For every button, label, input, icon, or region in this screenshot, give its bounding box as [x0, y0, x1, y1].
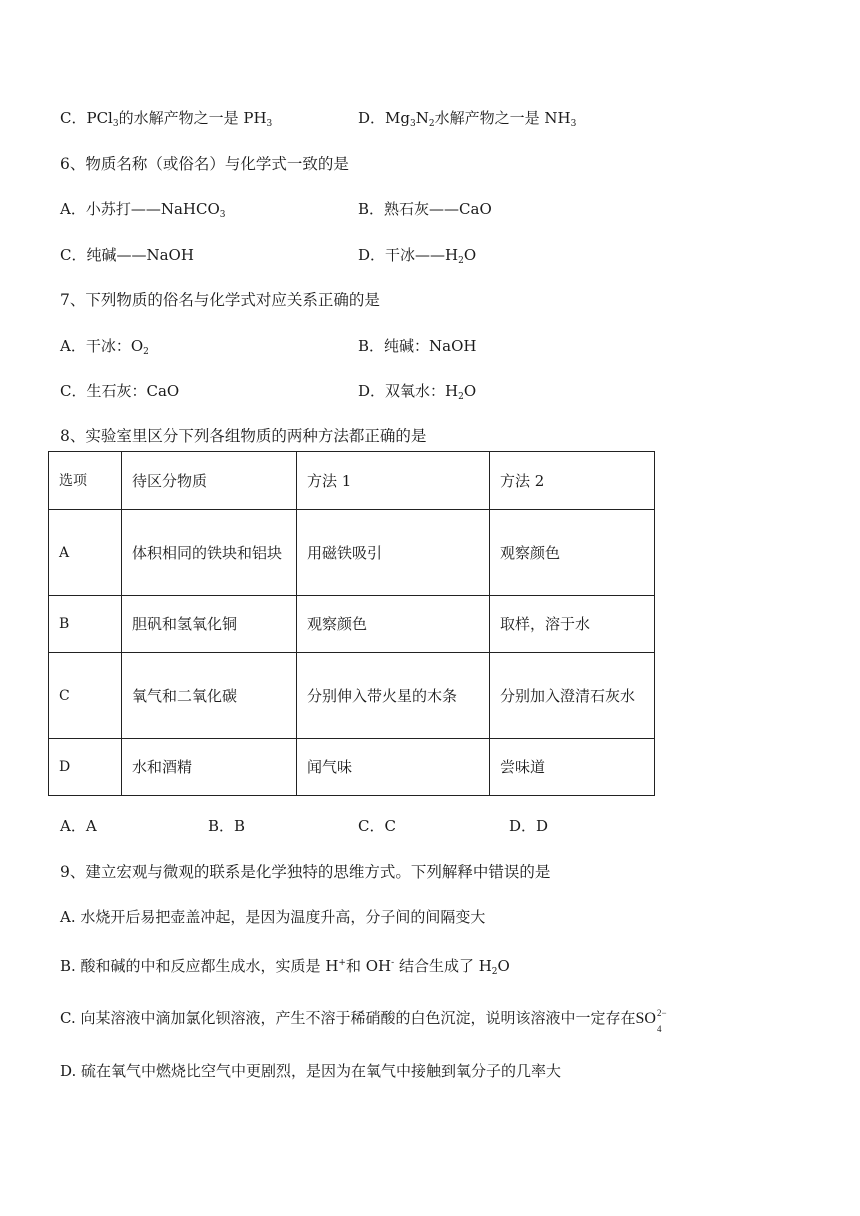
q5-option-d: [358, 108, 576, 134]
q6-stem: 6、物质名称（或俗名）与化学式一致的是: [60, 155, 349, 173]
table-header-cell: 方法 2: [490, 452, 655, 510]
option-text: A．干冰：O: [60, 337, 144, 355]
formula-text: N: [415, 109, 429, 127]
table-header-cell: 待区分物质: [122, 452, 297, 510]
option-text: O: [497, 957, 510, 975]
table-cell: B: [49, 596, 122, 653]
subscript: 2: [458, 256, 464, 266]
q7-option-d: [358, 381, 476, 407]
table-header-cell: 选项: [49, 452, 122, 510]
table-cell: 取样，溶于水: [490, 596, 655, 653]
q8-option-row: [60, 816, 548, 836]
option-text: B. 酸和碱的中和反应都生成水，实质是 H: [60, 957, 339, 975]
q9-option-d: D. 硫在氧气中燃烧比空气中更剧烈，是因为在氧气中接触到氧分子的几率大: [60, 1062, 562, 1080]
subscript: 2: [491, 967, 498, 977]
table-cell: 胆矾和氢氧化铜: [122, 596, 297, 653]
option-text: D．干冰——H: [358, 246, 459, 264]
table-cell: D: [49, 739, 122, 796]
q8-comparison-table: [48, 451, 655, 796]
option-text: 水解产物之一是 NH: [434, 109, 571, 127]
table-cell: 闻气味: [297, 739, 490, 796]
table-cell: A: [49, 510, 122, 596]
q9-option-b: [60, 953, 510, 982]
ion-symbol: SO: [635, 1010, 656, 1027]
subscript: 3: [266, 119, 273, 129]
subscript: 2: [143, 347, 149, 357]
option-text: O: [463, 382, 477, 400]
table-cell: C: [49, 653, 122, 739]
q6-option-d: [358, 245, 476, 271]
table-cell: 分别加入澄清石灰水: [490, 653, 655, 739]
option-text: C. 向某溶液中滴加氯化钡溶液，产生不溶于稀硝酸的白色沉淀，说明该溶液中一定存在: [60, 1009, 636, 1027]
table-row: [49, 510, 655, 596]
table-cell: 体积相同的铁块和铝块: [122, 510, 297, 596]
q6-option-b: B．熟石灰——CaO: [358, 200, 492, 218]
q7-option-row-2: [60, 381, 476, 407]
ion-subscript: 4: [656, 1024, 662, 1034]
q8-stem: 8、实验室里区分下列各组物质的两种方法都正确的是: [60, 427, 427, 445]
q6-option-row-1: [60, 199, 492, 225]
table-cell: 用磁铁吸引: [297, 510, 490, 596]
option-text: 和 OH: [345, 957, 392, 975]
subscript: 2: [458, 392, 464, 402]
table-row: [49, 653, 655, 739]
q6-option-c: C．纯碱——NaOH: [60, 246, 194, 264]
q7-stem: 7、下列物质的俗名与化学式对应关系正确的是: [60, 291, 380, 309]
table-cell: 氧气和二氧化碳: [122, 653, 297, 739]
option-letter: D．: [358, 109, 386, 127]
table-row: [49, 596, 655, 653]
option-text: 的水解产物之一是 PH: [118, 109, 267, 127]
option-text: D．双氧水：H: [358, 382, 459, 400]
option-text: A．小苏打——NaHCO: [60, 200, 220, 218]
q6-option-row-2: [60, 245, 476, 271]
table-row: [49, 739, 655, 796]
formula-text: PCl: [86, 109, 113, 127]
option-text: O: [463, 246, 477, 264]
q6-option-a: [60, 199, 358, 225]
q9-stem: 9、建立宏观与微观的联系是化学独特的思维方式。下列解释中错误的是: [60, 863, 551, 881]
q8-option-d: D．D: [509, 817, 549, 835]
table-cell: 观察颜色: [490, 510, 655, 596]
table-cell: 分别伸入带火星的木条: [297, 653, 490, 739]
q7-option-c: C．生石灰：CaO: [60, 382, 180, 400]
table-cell: 观察颜色: [297, 596, 490, 653]
q7-option-a: [60, 336, 358, 362]
table-header-cell: 方法 1: [297, 452, 490, 510]
subscript: 3: [219, 210, 226, 220]
sulfate-ion-formula: [635, 1008, 667, 1034]
q8-option-c: C．C: [358, 817, 396, 835]
superscript: +: [338, 958, 346, 968]
q7-option-row-1: [60, 336, 476, 362]
subscript: 3: [112, 119, 119, 129]
table-cell: 水和酒精: [122, 739, 297, 796]
table-header-row: [49, 452, 655, 510]
subscript: 3: [410, 119, 416, 129]
q5-option-c: [60, 108, 358, 134]
q8-option-b: B．B: [208, 817, 246, 835]
table-cell: 尝味道: [490, 739, 655, 796]
q9-option-a: A. 水烧开后易把壶盖冲起，是因为温度升高，分子间的间隔变大: [60, 908, 486, 926]
subscript: 2: [428, 119, 435, 129]
q8-option-a: A．A: [60, 817, 97, 835]
q9-option-c: [60, 1008, 668, 1034]
q5-option-row: [60, 108, 576, 134]
ion-charge-stack: [656, 1008, 668, 1034]
superscript: -: [391, 958, 395, 968]
q7-option-b: B．纯碱：NaOH: [358, 337, 477, 355]
option-text: 结合生成了 H: [394, 957, 492, 975]
formula-text: Mg: [385, 109, 410, 127]
ion-charge: 2−: [656, 1008, 667, 1018]
subscript: 3: [570, 119, 577, 129]
option-letter: C．: [60, 109, 87, 127]
